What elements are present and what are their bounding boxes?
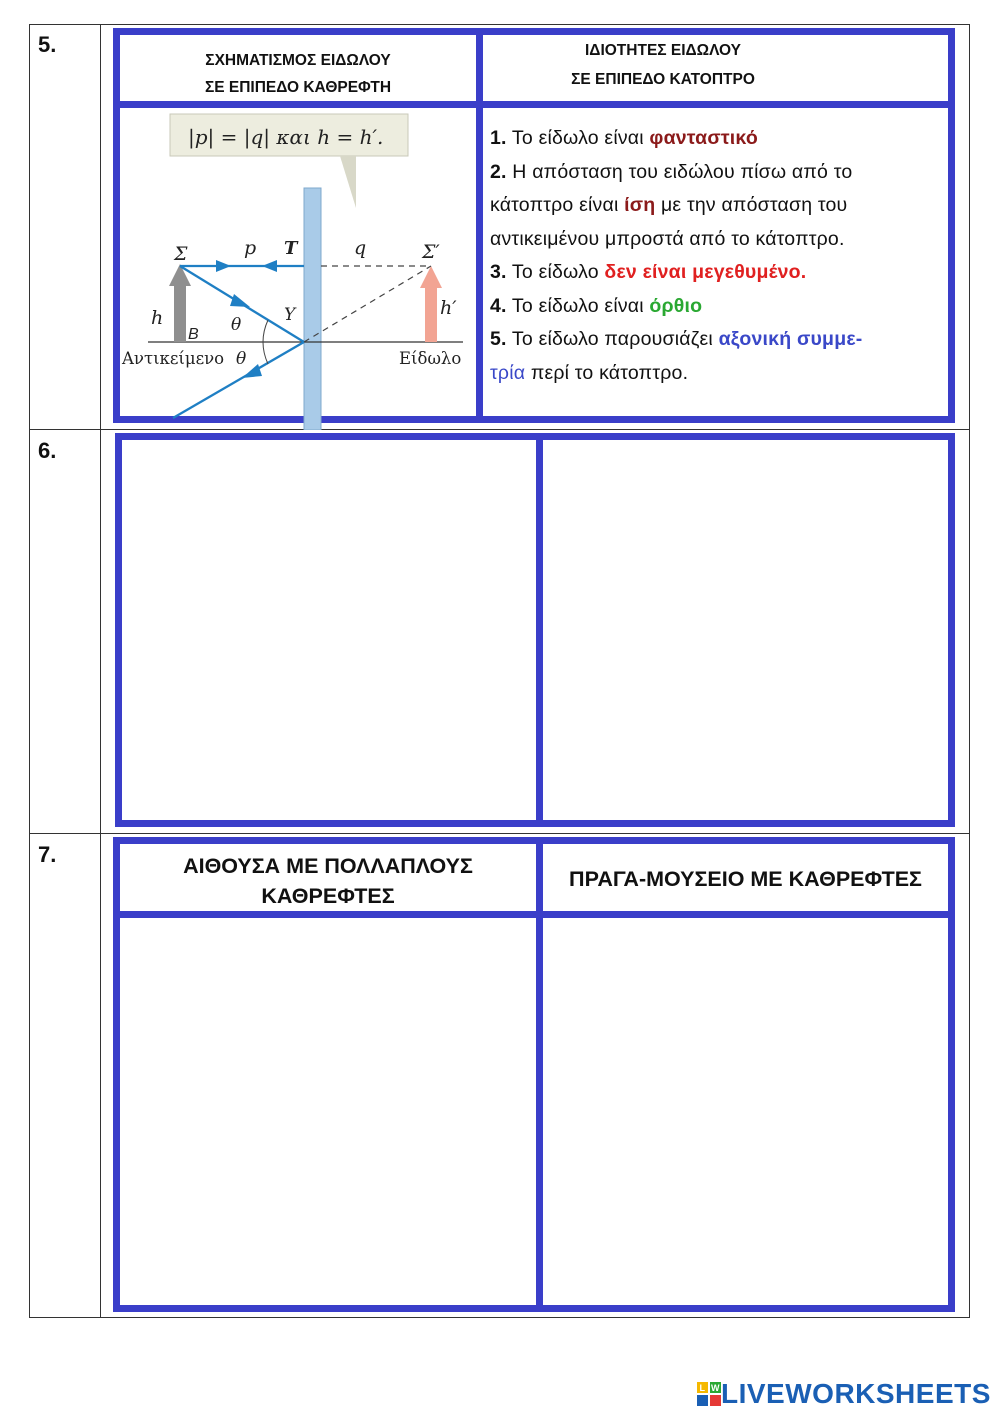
image-properties-list bbox=[490, 122, 940, 390]
ray-incident-arrow bbox=[230, 294, 250, 307]
property-2: 2. Η απόσταση του ειδώλου πίσω από το bbox=[490, 160, 853, 183]
row-divider-6-7 bbox=[29, 833, 970, 834]
label-sigma: Σ bbox=[174, 243, 188, 265]
image-arrow-head bbox=[420, 266, 442, 288]
row7-column-divider bbox=[536, 837, 543, 1312]
svg-text:W: W bbox=[711, 1383, 720, 1393]
table-border-left bbox=[29, 24, 30, 1318]
row6-column-divider bbox=[536, 433, 543, 827]
label-sigma-prime: Σ′ bbox=[422, 241, 440, 263]
row7-header-divider bbox=[113, 911, 955, 918]
liveworksheets-logo bbox=[697, 1378, 991, 1410]
row5-column-divider bbox=[476, 28, 483, 423]
row5-right-header: ΙΔΙΟΤΗΤΕΣ ΕΙΔΩΛΟΥ ΣΕ ΕΠΙΠΕΔΟ ΚΑΤΟΠΤΡΟ bbox=[571, 42, 755, 88]
label-B: B bbox=[188, 326, 199, 343]
label-theta-2: θ bbox=[236, 349, 247, 369]
formula-box-pointer bbox=[340, 156, 356, 208]
label-p: p bbox=[244, 237, 257, 259]
mirror bbox=[304, 188, 321, 430]
label-object: Αντικείμενο bbox=[122, 349, 225, 368]
row-number-6: 6. bbox=[38, 438, 57, 463]
liveworksheets-logo-icon bbox=[697, 1382, 721, 1406]
label-image: Είδωλο bbox=[399, 349, 462, 368]
table-border-bottom bbox=[29, 1317, 970, 1318]
ray-horizontal-arrow-2 bbox=[216, 260, 231, 272]
label-Y: Υ bbox=[284, 305, 296, 325]
label-h: h bbox=[151, 307, 164, 329]
table-border-right bbox=[969, 24, 970, 1318]
formula-text: |p| = |q| και h = h′. bbox=[188, 125, 384, 149]
row6-right-answer-area[interactable] bbox=[543, 440, 948, 820]
property-5: 5. Το είδωλο παρουσιάζει αξονική συμμε- bbox=[490, 328, 863, 350]
row5-header-divider bbox=[113, 101, 955, 108]
label-theta-1: θ bbox=[231, 315, 242, 335]
row-number-7: 7. bbox=[38, 842, 57, 867]
row7-left-header: ΑΙΘΟΥΣΑ ΜΕ ΠΟΛΛΑΠΛΟΥΣ ΚΑΘΡΕΦΤΕΣ bbox=[183, 854, 473, 908]
label-h-prime: h′ bbox=[440, 297, 457, 319]
label-q: q bbox=[354, 237, 367, 259]
label-T: T bbox=[284, 238, 298, 259]
ray-dashed-virtual bbox=[304, 266, 431, 342]
property-4: 4. Το είδωλο είναι όρθιο bbox=[490, 294, 703, 317]
ray-horizontal-arrow bbox=[262, 260, 277, 272]
liveworksheets-logo-text: LIVEWORKSHEETS bbox=[721, 1378, 991, 1409]
property-2-cont: κάτοπτρο είναι ίση με την απόσταση του bbox=[490, 194, 848, 216]
object-arrow-shaft bbox=[174, 284, 186, 342]
property-5-cont: τρία περί το κάτοπτρο. bbox=[490, 361, 689, 384]
row7-left-answer-area[interactable] bbox=[120, 918, 536, 1305]
number-column-divider bbox=[100, 24, 101, 1318]
row7-right-answer-area[interactable] bbox=[543, 918, 948, 1305]
image-arrow-shaft bbox=[425, 286, 437, 342]
plane-mirror-diagram bbox=[118, 108, 476, 430]
row5-left-header: ΣΧΗΜΑΤΙΣΜΟΣ ΕΙΔΩΛΟΥ ΣΕ ΕΠΙΠΕΔΟ ΚΑΘΡΕΦΤΗ bbox=[204, 52, 392, 96]
row6-left-answer-area[interactable] bbox=[122, 440, 536, 820]
row-number-5: 5. bbox=[38, 32, 57, 57]
property-1: 1. Το είδωλο είναι φανταστικό bbox=[490, 127, 758, 149]
property-3: 3. Το είδωλο δεν είναι μεγεθυμένο. bbox=[490, 261, 807, 283]
svg-text:L: L bbox=[699, 1383, 705, 1393]
table-border-top bbox=[29, 24, 970, 25]
row7-right-header: ΠΡΑΓΑ-ΜΟΥΣΕΙΟ ΜΕ ΚΑΘΡΕΦΤΕΣ bbox=[569, 867, 922, 891]
property-2-cont-2: αντικειμένου μπροστά από το κάτοπτρο. bbox=[490, 227, 845, 250]
